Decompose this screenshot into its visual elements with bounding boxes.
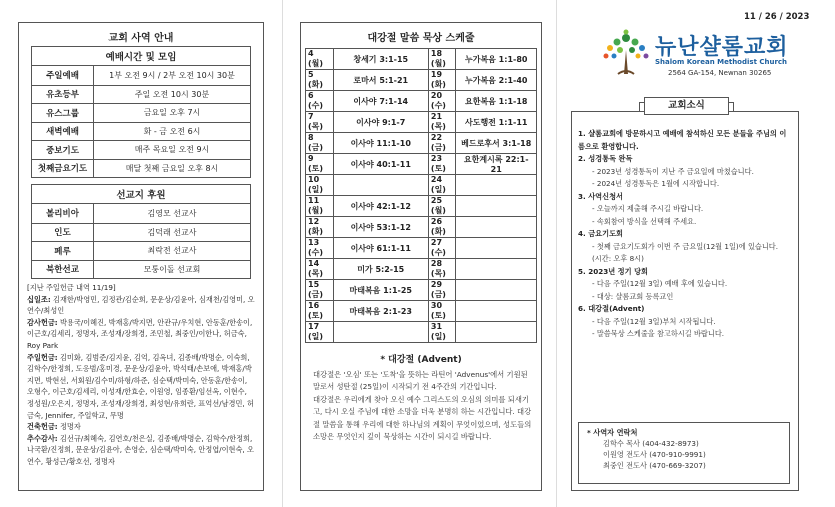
schedule-reading: 로마서 5:1-21 [333,70,428,91]
news-item-detail: - 첫째 금요기도회가 이번 주 금요일(12월 1일)에 있습니다. (시간: 오후 8시) [592,241,779,263]
contact-box [578,422,790,484]
tree-logo-icon [600,28,652,76]
schedule-date: 27 (수) [428,238,456,259]
schedule-reading: 이사야 7:1-14 [333,91,428,112]
schedule-reading [456,196,537,217]
worship-label: 유초등부 [32,86,94,104]
mission-row [32,241,250,260]
news-item [578,153,790,191]
schedule-date: 10 (일) [306,175,334,196]
schedule-date: 8 (금) [306,133,334,154]
news-item [578,128,790,153]
news-item-detail: - 2023년 성경통독이 지난 주 금요일에 마쳤습니다. [592,166,754,176]
schedule-date: 15 (금) [306,280,334,301]
offering-label: 추수감사: [27,433,58,443]
offering-names: 김선규/최혜숙, 김연호/천은실, 김종배/박명순, 김학수/한정희, 나국환/진정희, 문운상/김윤아, 손영순, 심순택/박미숙, 안정엽/이현숙, 오연수, 황성근/황호선, 정명자 [27,433,254,466]
schedule-date: 9 (토) [306,154,334,175]
advent-title: * 대강절 (Advent) [380,355,462,365]
schedule-reading: 이사야 40:1-11 [333,154,428,175]
contact-entry: 최중인 전도사 (470-669-3207) [603,461,706,470]
worship-value: 매달 첫째 금요일 오후 8시 [125,163,219,173]
mission-row [32,204,250,223]
missions-head: 선교지 후원 [32,185,250,204]
news-panel [571,100,799,491]
schedule-date: 23 (토) [428,154,456,175]
schedule-date: 17 (일) [306,322,334,343]
schedule-reading: 이사야 61:1-11 [333,238,428,259]
mission-country: 북한선교 [32,261,94,279]
schedule-date: 5 (화) [306,70,334,91]
schedule-row [306,154,537,175]
contact-entry: 김학수 목사 (404-432-8973) [603,439,699,448]
schedule-date: 21 (목) [428,112,456,133]
ministry-panel [18,22,264,491]
offering-label: 주일헌금: [27,352,58,362]
contact-entry: 이원영 전도사 (470-910-9991) [603,450,706,459]
church-address: 2564 GA-154, Newnan 30265 [668,69,772,77]
schedule-row [306,280,537,301]
schedule-reading: 마태복음 2:1-23 [333,301,428,322]
worship-label: 새벽예배 [32,123,94,141]
worship-label: 주일예배 [32,66,94,85]
news-item-detail: - 대상: 샬롬교회 등록교인 [592,291,674,301]
worship-row [32,159,250,178]
schedule-date: 12 (화) [306,217,334,238]
news-item [578,228,790,266]
fold-line-1 [282,0,283,507]
schedule-date: 11 (월) [306,196,334,217]
devotion-panel [300,22,542,491]
schedule-reading: 누가복음 1:1-80 [456,49,537,70]
schedule-row [306,238,537,259]
worship-value: 주일 오전 10시 30분 [134,89,210,99]
news-item-detail: - 속회참여 방식을 선택해 주세요. [592,216,697,226]
news-item-title: 4. 금요기도회 [578,229,623,238]
mission-missionary: 모퉁이돌 선교회 [143,264,201,274]
ministry-title: 교회 사역 안내 [108,33,174,44]
news-list [572,112,798,341]
news-item-detail: - 다음 주일(12월 3일) 예배 후에 있습니다. [592,279,728,288]
news-item-title: 5. 2023년 정기 당회 [578,266,648,276]
worship-label: 중보기도 [32,141,94,159]
mission-country: 인도 [32,224,94,242]
offering-label: 건축헌금: [27,422,58,432]
worship-row [32,122,250,141]
schedule-reading: 사도행전 1:1-11 [456,112,537,133]
mission-row [32,223,250,242]
advent-text [301,369,541,443]
schedule-date: 25 (월) [428,196,456,217]
offering-entry [27,352,255,422]
schedule-date: 24 (일) [428,175,456,196]
mission-missionary: 김영모 선교사 [147,208,197,218]
schedule-reading [456,175,537,196]
mission-row [32,260,250,279]
news-item-detail: - 다음 주일(12월 3일)부처 시작됩니다. [592,316,716,326]
schedule-row [306,196,537,217]
news-item [578,191,790,229]
worship-label: 첫째금요기도 [32,160,94,178]
schedule-date: 28 (목) [428,259,456,280]
offering-label: 감사헌금: [27,317,58,327]
schedule-row [306,259,537,280]
schedule-date: 16 (토) [306,301,334,322]
news-tab: 교회소식 [644,97,729,115]
news-item [578,303,790,341]
worship-value: 1부 오전 9시 / 2부 오전 10시 30분 [109,70,235,80]
schedule-date: 6 (수) [306,91,334,112]
contact-head: * 사역자 연락처 [587,428,638,437]
schedule-row [306,322,537,343]
schedule-reading: 요한복음 1:1-18 [456,91,537,112]
schedule-date: 26 (화) [428,217,456,238]
worship-value: 금요일 오후 7시 [143,108,201,118]
church-name: 뉴난샬롬교회 [655,35,789,60]
schedule-row [306,49,537,70]
schedule-reading [456,259,537,280]
schedule-reading [333,175,428,196]
mission-missionary: 김덕래 선교사 [147,227,197,237]
schedule-reading: 이사야 9:1-7 [333,112,428,133]
schedule-row [306,70,537,91]
schedule-date: 7 (목) [306,112,334,133]
offering-entry [27,317,255,352]
worship-row [32,85,250,104]
worship-table [31,46,251,178]
offering-names: 김재한/박영민, 김정관/김순희, 문운상/김윤아, 심재천/김영미, 오연수/최성인 [27,294,255,316]
schedule-date: 18 (월) [428,49,456,70]
schedule-row [306,133,537,154]
news-item-title: 2. 성경통독 완독 [578,154,633,163]
worship-row [32,103,250,122]
schedule-date: 30 (토) [428,301,456,322]
offering-entry [27,433,255,468]
schedule-reading [333,322,428,343]
schedule-row [306,91,537,112]
schedule-date: 14 (목) [306,259,334,280]
worship-head: 예배시간 및 모임 [32,47,250,66]
schedule-date: 29 (금) [428,280,456,301]
schedule-reading: 누가복음 2:1-40 [456,70,537,91]
schedule-reading [456,280,537,301]
news-item [578,266,790,304]
worship-value: 화 - 금 오전 6시 [143,126,201,136]
offering-title: [지난 주일헌금 내역 11/19] [27,283,116,292]
worship-row [32,140,250,159]
schedule-row [306,112,537,133]
offering-entry [27,421,255,433]
news-item-detail: - 말씀묵상 스케줄을 참고하시길 바랍니다. [592,329,725,338]
schedule-reading [456,238,537,259]
schedule-row [306,217,537,238]
news-item-detail: - 2024년 성경통독은 1월에 시작합니다. [592,179,720,188]
advent-paragraph-2: 대강절은 우리에게 찾아 오신 예수 그리스도의 오심의 의미를 되새기고, 다시 오실 주님에 대한 소망을 더욱 분명히 하는 시간입니다. 대강절 말씀을 통해 우리에 대한 하나님의 계획이 무엇이었으며, 성도들의 소망은 무엇인지 깊이 묵상하는 시간이 되시길 바랍니다. [313,394,532,442]
offering-names: 박용국/이혜진, 박재홍/박지면, 안관규/우치현, 안동훈/한송이, 이근호/김세리, 정명자, 조성재/장희경, 조민철, 최중인/이한나, 허금숙, Roy Park [27,317,253,350]
schedule-reading: 창세기 3:1-15 [333,49,428,70]
schedule-reading: 요한계시록 22:1-21 [456,154,537,175]
fold-line-2 [556,0,557,507]
schedule-date: 20 (수) [428,91,456,112]
offering-label: 십일조: [27,294,51,304]
mission-missionary: 최락전 선교사 [147,246,197,256]
schedule-reading: 이사야 42:1-12 [333,196,428,217]
church-english-name: Shalom Korean Methodist Church [655,58,788,66]
schedule-date: 19 (화) [428,70,456,91]
mission-country: 페루 [32,242,94,260]
news-item-title: 3. 사역신청서 [578,191,623,201]
schedule-reading [456,322,537,343]
schedule-row [306,301,537,322]
worship-label: 유스그룹 [32,104,94,122]
devotion-schedule [305,48,537,343]
worship-row [32,66,250,85]
worship-value: 매주 목요일 오전 9시 [134,145,210,155]
bulletin-date: 11 / 26 / 2023 [744,12,810,22]
schedule-reading: 이사야 11:1-10 [333,133,428,154]
devotion-title: 대강절 말씀 묵상 스케줄 [367,33,475,44]
offering-entry [27,294,255,317]
schedule-reading [456,301,537,322]
schedule-date: 22 (금) [428,133,456,154]
offering-list [19,279,263,471]
offering-names: 김미화, 김범준/김지윤, 김억, 김옥녀, 김종배/박명순, 이숙희, 김학수/한정희, 도응범/홍미경, 문운상/김윤아, 박석태/손보애, 박재홍/박지면, 박현선, 서회원/김수미/하형/하준, 심순택/박미숙, 안동훈/한송이, 오형수, 이근호/김세리, 이성재/한효순, 이원영, 임종환/임선옥, 이현수, 정성원/오은지, 정명자, 조성재/장희경, 최성현/유희란, 표억선/남경민, 허금숙, Jennifer, 주일학교, 무명 [27,352,254,420]
schedule-row [306,175,537,196]
offering-names: 정명자 [57,422,81,432]
schedule-reading: 미가 5:2-15 [333,259,428,280]
schedule-reading [456,217,537,238]
advent-paragraph-1: 대강절은 '오심' 또는 '도착'을 뜻하는 라틴어 'Advenus'에서 기원된 말로서 성탄절 (25일)이 시작되기 전 4주간의 기간입니다. [313,370,528,392]
schedule-date: 4 (월) [306,49,334,70]
news-item-detail: - 오늘까지 제출해 주시길 바랍니다. [592,204,704,213]
schedule-reading: 이사야 53:1-12 [333,217,428,238]
mission-country: 볼리비아 [32,204,94,223]
schedule-reading: 베드로후서 3:1-18 [456,133,537,154]
schedule-date: 13 (수) [306,238,334,259]
news-item-title: 1. 샬롬교회에 방문하시고 예배에 참석하신 모든 분들을 주님의 이름으로 환영합니다. [578,129,787,151]
schedule-date: 31 (일) [428,322,456,343]
schedule-reading: 마태복음 1:1-25 [333,280,428,301]
news-item-title: 6. 대강절(Advent) [578,304,645,313]
missions-table [31,184,251,279]
